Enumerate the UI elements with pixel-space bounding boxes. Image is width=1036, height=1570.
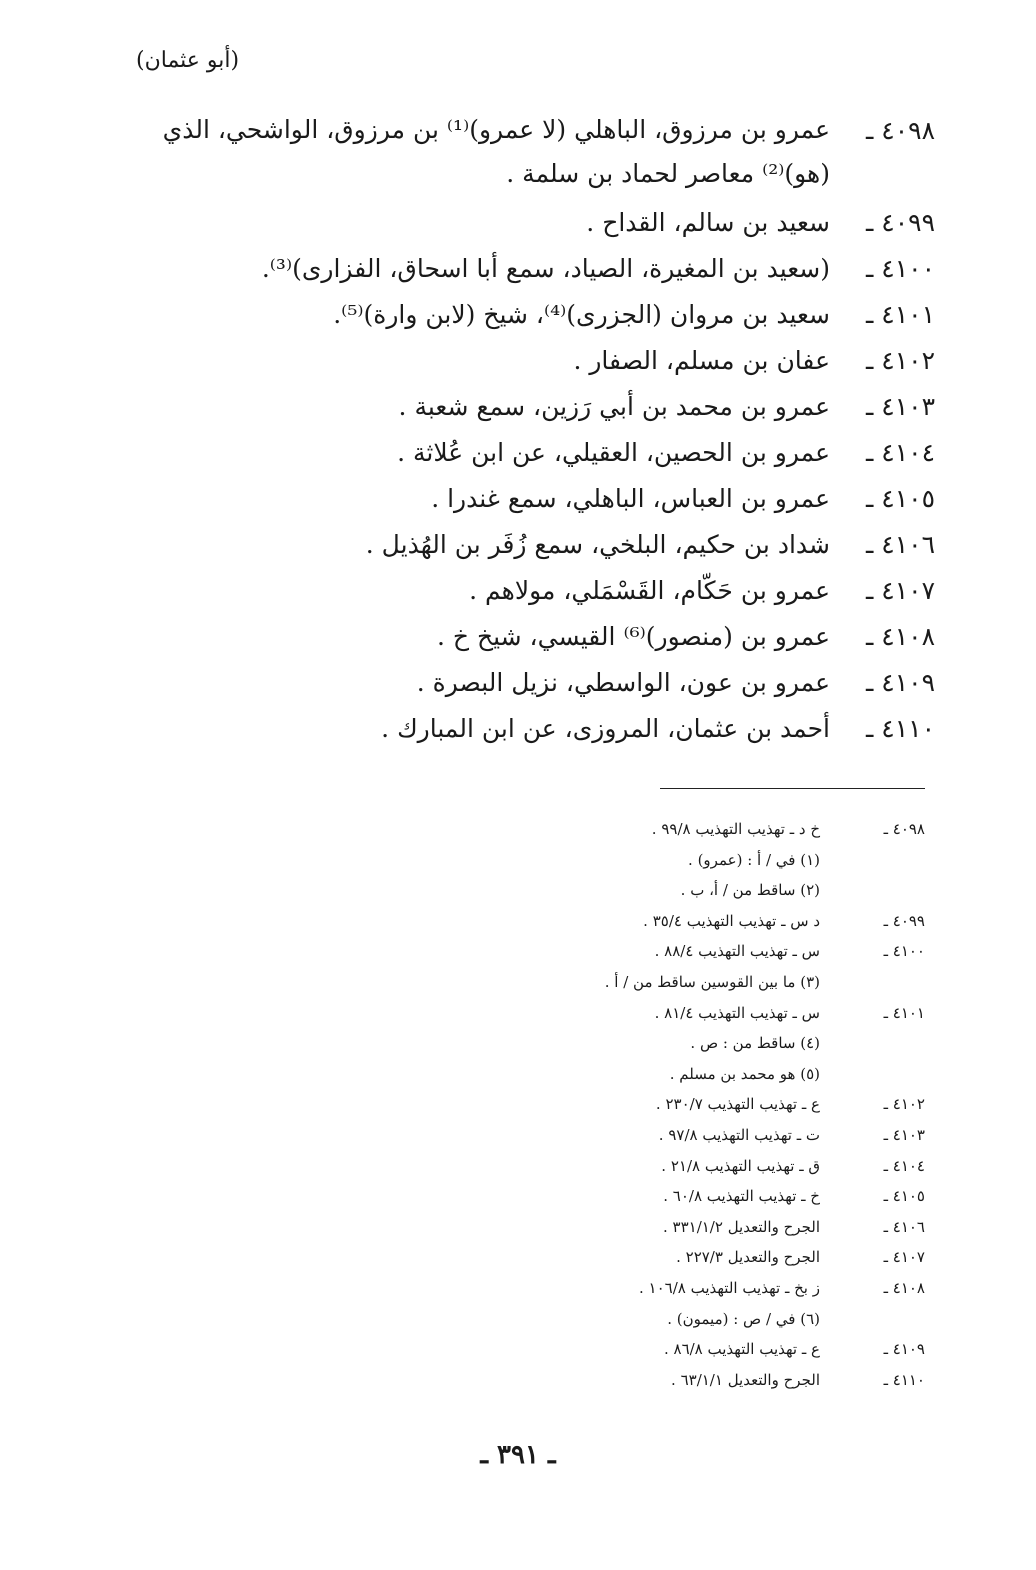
footnote-text: (٣) ما بين القوسين ساقط من / أ . [604,972,820,991]
entry-item [120,476,935,522]
footnote-text: (٥) هو محمد بن مسلم . [669,1064,820,1083]
footnote-number: ٤١٠٧ ـ [883,1248,925,1267]
footnote-item [560,845,925,876]
entry-number: ٤١٠٥ ـ [866,484,935,513]
footnote-number: ٤١٠٠ ـ [883,942,925,961]
footnote-item [560,1334,925,1365]
running-header: (أبو عثمان) [136,48,240,73]
entry-item [120,660,935,706]
footnote-item [560,1059,925,1090]
footnote-text: الجرح والتعديل ٢٢٧/٣ . [676,1248,820,1267]
footnote-text: خ د ـ تهذيب التهذيب ٩٩/٨ . [651,820,820,838]
entry-item [120,384,935,430]
footnote-number: ٤١١٠ ـ [883,1370,925,1389]
footnote-item [560,1181,925,1212]
entry-number: ٤٠٩٩ ـ [866,208,935,237]
entry-item [120,614,935,660]
footnote-item [560,1212,925,1243]
footnote-item [560,906,925,937]
entry-number: ٤١٠٨ ـ [866,622,935,651]
footnote-text: س ـ تهذيب التهذيب ٨٨/٤ . [654,942,820,961]
footnote-text: ت ـ تهذيب التهذيب ٩٧/٨ . [658,1125,820,1144]
entry-text: عمرو بن مرزوق، الباهلي (لا عمرو)⁽¹⁾ بن مرزوق، الواشحي، الذي (هو)⁽²⁾ معاصر لحماد بن سلمة . [162,115,830,188]
footnote-item [560,1365,925,1396]
footnote-list [560,814,925,1395]
footnote-item [560,875,925,906]
footnote-text: ع ـ تهذيب التهذيب ٢٣٠/٧ . [655,1095,820,1114]
footnote-number: ٤١٠٥ ـ [883,1187,925,1206]
entry-item [120,246,935,292]
entry-text: عمرو بن الحصين، العقيلي، عن ابن عُلاثة . [397,438,830,467]
footnote-number: ٤١٠١ ـ [883,1003,925,1022]
entry-item [120,108,935,200]
footnote-number: ٤١٠٦ ـ [883,1217,925,1236]
footnote-text: (٢) ساقط من / أ، ب . [680,881,820,900]
entry-text: عمرو بن (منصور)⁽⁶⁾ القيسي، شيخ خ . [436,622,830,651]
footnote-text: (٤) ساقط من : ص . [690,1034,820,1053]
footnote-number: ٤١٠٢ ـ [883,1095,925,1114]
footnote-text: س ـ تهذيب التهذيب ٨١/٤ . [654,1003,820,1022]
footnote-item [560,1089,925,1120]
footnote-text: (٦) في / ص : (ميمون) . [667,1309,820,1328]
entry-item [120,338,935,384]
entry-list [120,108,935,752]
footnote-item [560,967,925,998]
footnote-item [560,1242,925,1273]
footnote-text: الجرح والتعديل ٦٣/١/١ . [671,1370,820,1389]
entry-text: عمرو بن العباس، الباهلي، سمع غندرا . [431,484,830,513]
entry-number: ٤١٠٢ ـ [866,346,935,375]
footnote-text: ع ـ تهذيب التهذيب ٨٦/٨ . [663,1340,820,1359]
entry-item [120,568,935,614]
entry-number: ٤١٠٩ ـ [866,668,935,697]
footnote-item [560,1304,925,1335]
footnote-text: ز بخ ـ تهذيب التهذيب ١٠٦/٨ . [639,1278,820,1297]
footnote-number: ٤١٠٨ ـ [883,1278,925,1297]
footnote-divider [660,788,925,789]
footnote-text: د س ـ تهذيب التهذيب ٣٥/٤ . [643,911,820,930]
footnote-item [560,998,925,1029]
entry-item [120,706,935,752]
footnote-item [560,1273,925,1304]
entry-text: عمرو بن عون، الواسطي، نزيل البصرة . [416,668,830,697]
entry-text: سعيد بن مروان (الجزرى)⁽⁴⁾، شيخ (لابن وارة)⁽⁵⁾. [333,300,830,329]
footnote-number: ٤٠٩٩ ـ [883,911,925,930]
entry-text: عمرو بن محمد بن أبي رَزين، سمع شعبة . [398,392,830,421]
entry-item [120,522,935,568]
entry-number: ٤١٠٦ ـ [866,530,935,559]
footnote-item [560,1028,925,1059]
entry-number: ٤١٠٧ ـ [866,576,935,605]
entry-number: ٤١١٠ ـ [866,714,935,743]
footnote-number: ٤١٠٤ ـ [883,1156,925,1175]
footnote-item [560,1151,925,1182]
entry-item [120,200,935,246]
footnote-text: ق ـ تهذيب التهذيب ٢١/٨ . [661,1156,820,1175]
footnote-text: (١) في / أ : (عمرو) . [688,850,820,869]
entry-text: عمرو بن حَكّام، القَسْمَلي، مولاهم . [469,576,830,605]
page-number: ـ ٣٩١ ـ [480,1440,556,1470]
footnote-item [560,936,925,967]
entry-text: عفان بن مسلم، الصفار . [573,346,830,375]
entry-number: ٤٠٩٨ ـ [866,116,935,145]
footnote-number: ٤١٠٩ ـ [883,1340,925,1359]
footnote-item [560,814,925,845]
entry-text: شداد بن حكيم، البلخي، سمع زُفَر بن الهُذيل . [365,530,830,559]
entry-number: ٤١٠٣ ـ [866,392,935,421]
entry-item [120,430,935,476]
entry-number: ٤١٠٤ ـ [866,438,935,467]
entry-number: ٤١٠٠ ـ [866,254,935,283]
footnote-item [560,1120,925,1151]
footnote-number: ٤١٠٣ ـ [883,1125,925,1144]
entry-text: سعيد بن سالم، القداح . [586,208,830,237]
footnote-text: خ ـ تهذيب التهذيب ٦٠/٨ . [663,1187,820,1206]
entry-text: (سعيد بن المغيرة، الصياد، سمع أبا اسحاق، الفزارى)⁽³⁾. [261,254,830,283]
entry-number: ٤١٠١ ـ [866,300,935,329]
footnote-number: ٤٠٩٨ ـ [883,820,925,838]
footnote-text: الجرح والتعديل ٣٣١/١/٢ . [662,1217,820,1236]
entry-text: أحمد بن عثمان، المروزى، عن ابن المبارك . [381,714,830,743]
entry-item [120,292,935,338]
